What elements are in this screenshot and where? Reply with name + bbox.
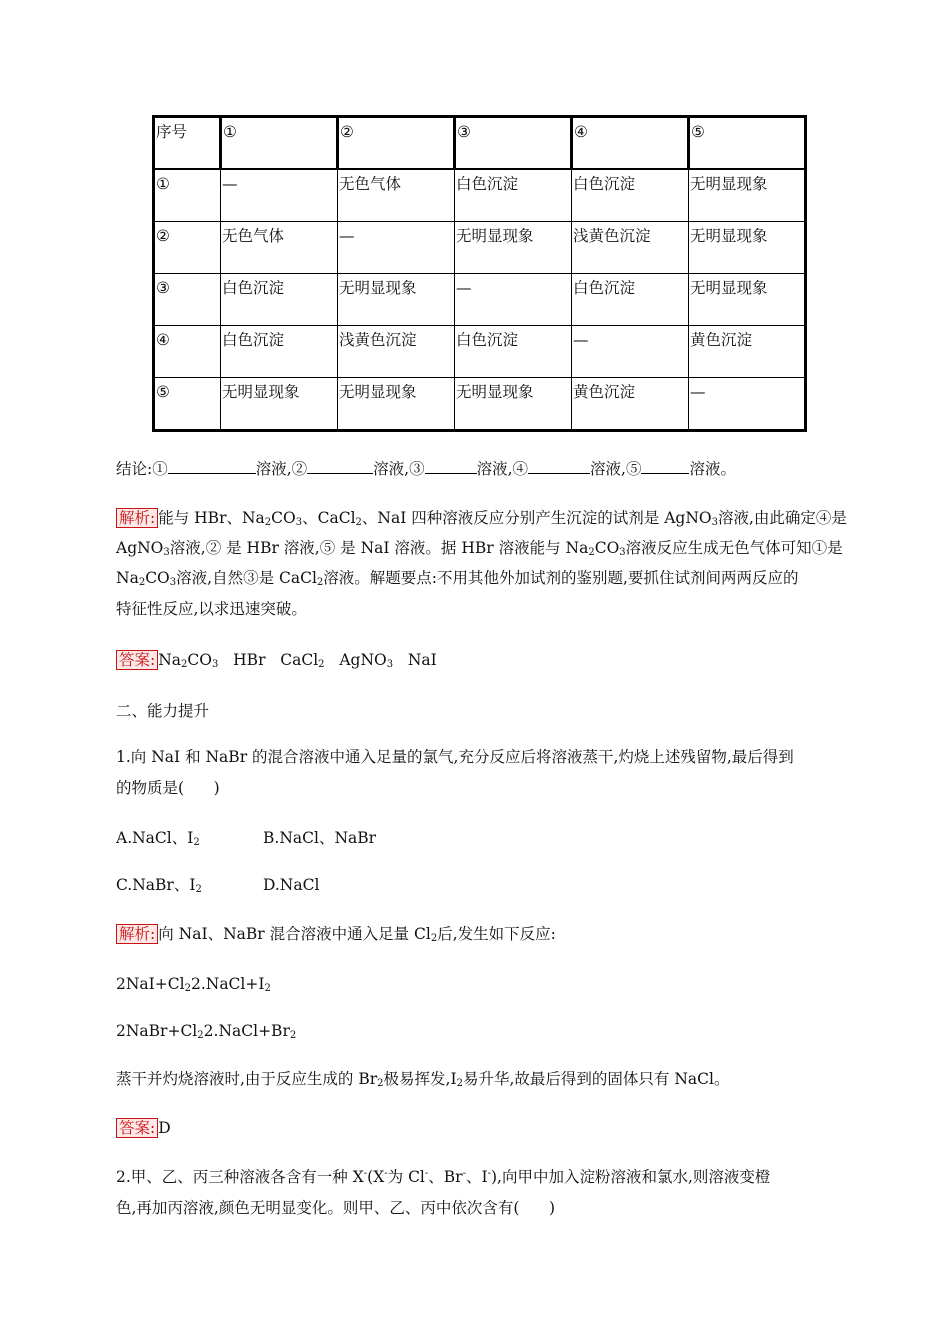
table-cell: — xyxy=(572,326,689,378)
table-cell: 无明显现象 xyxy=(689,222,806,274)
table-cell: 无色气体 xyxy=(221,222,338,274)
table-header-cell: ④ xyxy=(572,117,689,170)
table-cell: 白色沉淀 xyxy=(455,169,572,222)
table-cell: 黄色沉淀 xyxy=(572,378,689,431)
table-cell: ⑤ xyxy=(154,378,221,431)
section-heading: 二、能力提升 xyxy=(116,702,210,720)
table-row xyxy=(154,326,806,378)
analysis-1-line-1: 解析: 能与 HBr、$Na_2CO_3$、CaCl$_2$、NaI 四种溶液反应分别产生沉淀的试剂是 AgNO$_3$溶液,由此确定④是 xyxy=(116,507,847,529)
analysis-2: 解析: 向 NaI、NaBr 混合溶液中通入足量 $Cl_2$后,发生如下反应: xyxy=(116,923,556,945)
table-cell: 浅黄色沉淀 xyxy=(338,326,455,378)
table-cell: ② xyxy=(154,222,221,274)
option-d[interactable]: D.NaCl xyxy=(263,876,320,894)
table-cell: — xyxy=(455,274,572,326)
table-cell: 浅黄色沉淀 xyxy=(572,222,689,274)
answer-1: 答案: $Na_2CO_3$ HBr CaCl$_2$ AgNO$_3$ NaI xyxy=(116,649,437,671)
fill-blank-5[interactable] xyxy=(641,457,689,474)
question-2-line-1: 2.甲、乙、丙三种溶液各含有一种 X-(X-为 Cl-、Br-、I-),向甲中加入淀粉溶液和氯水,则溶液变橙 xyxy=(116,1168,771,1186)
analysis-1-line-4: 特征性反应,以求迅速突破。 xyxy=(116,600,307,618)
equation-1: $2NaI+Cl_22.NaCl+I_2$ xyxy=(116,975,271,994)
analysis-1-line-3: $Na_2CO_3$溶液,自然③是 CaCl$_2$溶液。解题要点:不用其他外加试剂的鉴别题,要抓住试剂间两两反应的 xyxy=(116,569,799,588)
fill-blank-2[interactable] xyxy=(307,457,373,474)
analysis-label: 解析: xyxy=(116,924,158,944)
table-cell: 无明显现象 xyxy=(338,274,455,326)
analysis-1-line-2: AgNO$_3$溶液,② 是 HBr 溶液,⑤ 是 NaI 溶液。据 HBr 溶液能与 $Na_2CO_3$溶液反应生成无色气体可知①是 xyxy=(116,539,843,558)
option-b[interactable]: B.NaCl、NaBr xyxy=(263,829,377,847)
question-2-line-2: 色,再加丙溶液,颜色无明显变化。则甲、乙、丙中依次含有( ) xyxy=(116,1199,556,1217)
table-header-cell: ① xyxy=(221,117,338,170)
analysis-label: 解析: xyxy=(116,508,158,528)
table-cell: ④ xyxy=(154,326,221,378)
table-cell: 无明显现象 xyxy=(338,378,455,431)
equation-2: $2NaBr+Cl_22.NaCl+Br_2$ xyxy=(116,1022,297,1041)
table-cell: 白色沉淀 xyxy=(221,326,338,378)
reaction-table xyxy=(152,115,807,432)
table-row xyxy=(154,378,806,431)
answer-label: 答案: xyxy=(116,1118,158,1138)
table-cell: ③ xyxy=(154,274,221,326)
table-cell: 白色沉淀 xyxy=(572,169,689,222)
question-1-line-2: 的物质是( ) xyxy=(116,779,220,797)
table-cell: 无明显现象 xyxy=(689,274,806,326)
table-cell: — xyxy=(338,222,455,274)
fill-blank-4[interactable] xyxy=(528,457,590,474)
table-cell: 黄色沉淀 xyxy=(689,326,806,378)
table-cell: — xyxy=(689,378,806,431)
table-cell: 无明显现象 xyxy=(455,378,572,431)
option-a[interactable]: A.NaCl、$I_2$ xyxy=(116,829,200,848)
table-cell: 白色沉淀 xyxy=(572,274,689,326)
table-cell: ① xyxy=(154,169,221,222)
answer-label: 答案: xyxy=(116,650,158,670)
table-header-cell: 序号 xyxy=(154,117,221,170)
question-1-line-1: 1.向 NaI 和 NaBr 的混合溶液中通入足量的氯气,充分反应后将溶液蒸干,灼烧上述残留物,最后得到 xyxy=(116,748,794,766)
table-row xyxy=(154,169,806,222)
answer-2: 答案: D xyxy=(116,1117,171,1139)
table-header-cell: ⑤ xyxy=(689,117,806,170)
table-cell: 无明显现象 xyxy=(221,378,338,431)
option-c[interactable]: C.NaBr、$I_2$ xyxy=(116,876,202,895)
table-header-cell: ③ xyxy=(455,117,572,170)
table-header-row xyxy=(154,117,806,170)
fill-blank-1[interactable] xyxy=(168,457,256,474)
table-cell: 无色气体 xyxy=(338,169,455,222)
table-cell: 无明显现象 xyxy=(689,169,806,222)
fill-blank-3[interactable] xyxy=(425,457,477,474)
conclusion-line: 结论:① 溶液,② 溶液,③ 溶液,④ 溶液,⑤ 溶液。 xyxy=(116,457,736,480)
table-header-cell: ② xyxy=(338,117,455,170)
table-cell: 无明显现象 xyxy=(455,222,572,274)
table-cell: — xyxy=(221,169,338,222)
table-row xyxy=(154,222,806,274)
table-cell: 白色沉淀 xyxy=(221,274,338,326)
table-row xyxy=(154,274,806,326)
table-cell: 白色沉淀 xyxy=(455,326,572,378)
explanation: 蒸干并灼烧溶液时,由于反应生成的 $Br_2$极易挥发$,I_2$易升华,故最后得到的固体只有 NaCl。 xyxy=(116,1070,730,1089)
